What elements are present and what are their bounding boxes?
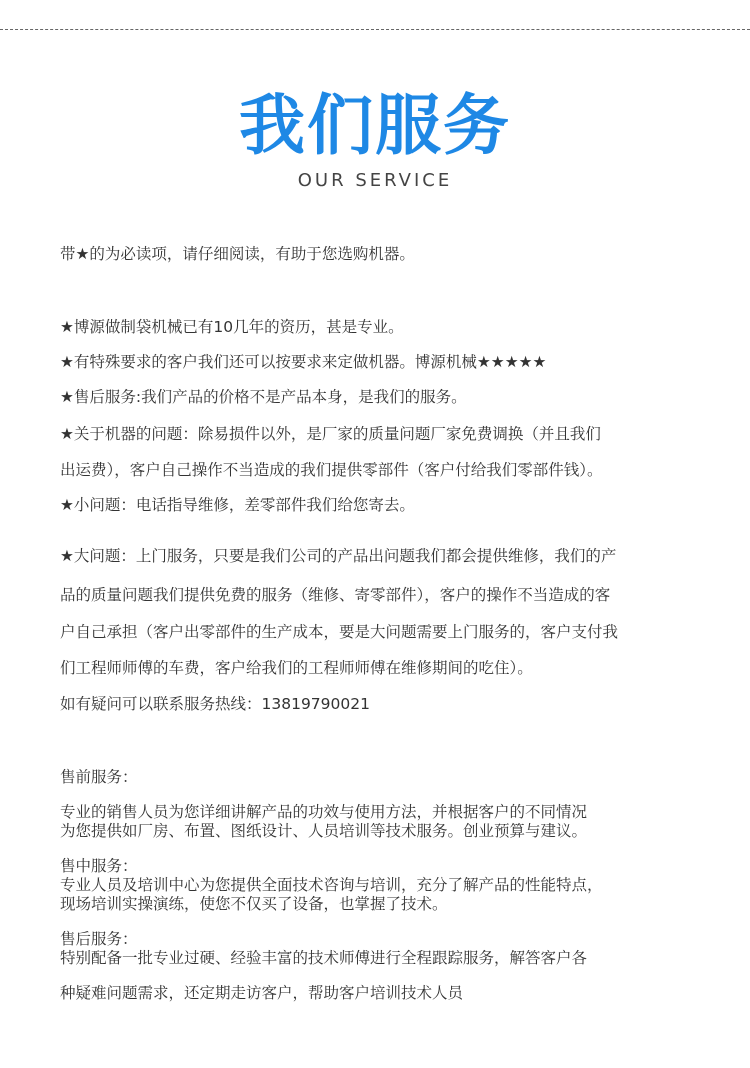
pre-sale-line: 专业的销售人员为您详细讲解产品的功效与使用方法，并根据客户的不同情况 [60, 803, 588, 821]
pre-sale-heading: 售前服务： [60, 768, 138, 786]
service-item: 出运费），客户自己操作不当造成的我们提供零部件（客户付给我们零部件钱）。 [60, 461, 603, 479]
page-title: 我们服务 [239, 87, 511, 164]
after-sale-heading: 售后服务： [60, 930, 138, 948]
big-issue-line: 们工程师师傅的车费，客户给我们的工程师师傅在维修期间的吃住）。 [60, 659, 533, 677]
service-item: ★关于机器的问题：除易损件以外，是厂家的质量问题厂家免费调换（并且我们 [60, 425, 601, 443]
service-item: ★售后服务:我们产品的价格不是产品本身，是我们的服务。 [60, 388, 467, 406]
after-sale-line: 种疑难问题需求，还定期走访客户，帮助客户培训技术人员 [60, 984, 464, 1002]
big-issue-line: ★大问题：上门服务，只要是我们公司的产品出问题我们都会提供维修，我们的产 [60, 547, 617, 565]
top-dashed-divider [0, 29, 750, 30]
in-sale-line: 现场培训实操演练，使您不仅买了设备，也掌握了技术。 [60, 895, 448, 913]
big-issue-line: 户自己承担（客户出零部件的生产成本，要是大问题需要上门服务的，客户支付我 [60, 623, 619, 641]
in-sale-line: 专业人员及培训中心为您提供全面技术咨询与培训，充分了解产品的性能特点， [60, 876, 603, 894]
big-issue-line: 品的质量问题我们提供免费的服务（维修、寄零部件），客户的操作不当造成的客 [60, 586, 611, 604]
in-sale-heading: 售中服务： [60, 857, 138, 875]
service-item: ★博源做制袋机械已有10几年的资历，甚是专业。 [60, 318, 404, 336]
service-hotline: 如有疑问可以联系服务热线：13819790021 [60, 695, 370, 713]
service-item: ★有特殊要求的客户我们还可以按要求来定做机器。博源机械★★★★★ [60, 353, 547, 371]
service-item: ★小问题：电话指导维修，差零部件我们给您寄去。 [60, 496, 415, 514]
after-sale-line: 特别配备一批专业过硬、经验丰富的技术师傅进行全程跟踪服务，解答客户各 [60, 949, 588, 967]
page-subtitle: OUR SERVICE [297, 170, 453, 191]
pre-sale-line: 为您提供如厂房、布置、图纸设计、人员培训等技术服务。创业预算与建议。 [60, 822, 588, 840]
read-notice: 带★的为必读项，请仔细阅读，有助于您选购机器。 [60, 245, 415, 263]
